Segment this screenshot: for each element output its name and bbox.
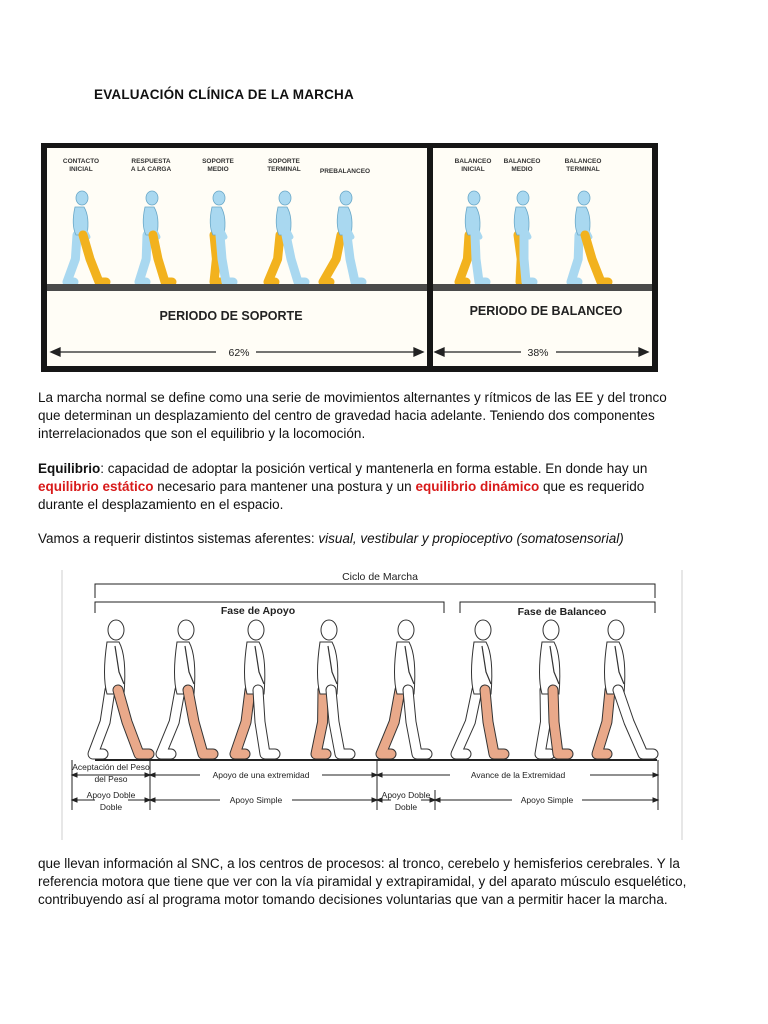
paragraph-motor: que llevan información al SNC, a los centros de procesos: al tronco, cerebelo y hemisferios cerebrales. Y la referencia motora que tiene que ver con la vía piramidal y extrapiramidal, y del aparato músculo esquelético, contribuyendo así al programa motor tomando decisiones voluntarias que van a permitir hacer la marcha. (38, 856, 687, 907)
phase-label: TERMINAL (267, 166, 301, 173)
phase-label: PREBALANCEO (319, 168, 371, 175)
gait-cycle-figure (60, 560, 685, 843)
row1-label-1-line2: del Peso (94, 774, 128, 784)
head (608, 620, 624, 640)
phase-label: A LA CARGA (130, 166, 172, 173)
head (321, 620, 337, 640)
head (108, 620, 124, 640)
phase-label: MEDIO (511, 166, 533, 173)
term-equilibrio: Equilibrio (38, 461, 101, 476)
pct-swing: 38% (527, 347, 549, 359)
row2-label-3: Apoyo Doble (381, 790, 431, 800)
equilibrium-text-2: necesario para mantener una postura y un (153, 479, 416, 494)
phase-label: RESPUESTA (131, 158, 171, 165)
gait-phases-figure (41, 143, 658, 372)
phase-label: TERMINAL (566, 166, 600, 173)
afferent-text: Vamos a requerir distintos sistemas aferentes: (38, 531, 319, 546)
pct-support: 62% (228, 347, 250, 359)
head (398, 620, 414, 640)
row1-label-3: Avance de la Extremidad (470, 770, 566, 780)
row2-label-3-line2: Doble (394, 802, 418, 812)
phase-label: MEDIO (207, 166, 229, 173)
document-title: EVALUACIÓN CLÍNICA DE LA MARCHA (94, 87, 354, 102)
paragraph-definition: La marcha normal se define como una serie de movimientos alternantes y rítmicos de las EE y del tronco que determinan un desplazamiento del centro de gravedad hacia adelante. Teniendo dos componentes interrelacionados que son el equilibrio y la locomoción. (38, 390, 667, 441)
head (146, 191, 158, 205)
cycle-label: Ciclo de Marcha (342, 571, 418, 583)
row2-label-4: Apoyo Simple (520, 795, 574, 805)
row1-label-2: Apoyo de una extremidad (212, 770, 310, 780)
swing-label: Fase de Balanceo (517, 606, 607, 618)
row1-label-1: Aceptación del Peso (72, 762, 150, 772)
afferent-systems: visual, vestibular y propioceptivo (somatosensorial) (318, 531, 624, 546)
row2-label-1-line2: Doble (99, 802, 123, 812)
term-static-equilibrium: equilibrio estático (38, 479, 154, 494)
head (475, 620, 491, 640)
paragraph-equilibrium (38, 460, 678, 514)
ground-support (47, 284, 427, 291)
head (248, 620, 264, 640)
phase-label: BALANCEO (503, 158, 541, 165)
phase-label: CONTACTO (62, 158, 100, 165)
head (76, 191, 88, 205)
ground-swing (433, 284, 652, 291)
phase-label: SOPORTE (268, 158, 300, 165)
stance-label: Fase de Apoyo (220, 605, 296, 617)
phase-label: INICIAL (69, 166, 93, 173)
equilibrium-text-1: : capacidad de adoptar la posición vertical y mantenerla en forma estable. En donde hay un (100, 461, 648, 476)
equilibrium-text-3: que es requerido durante el desplazamiento en el espacio. (38, 479, 645, 512)
period-support-label: PERIODO DE SOPORTE (159, 309, 303, 323)
head (543, 620, 559, 640)
head (213, 191, 225, 205)
head (340, 191, 352, 205)
phase-label: BALANCEO (454, 158, 492, 165)
head (517, 191, 529, 205)
period-swing-label: PERIODO DE BALANCEO (469, 304, 623, 318)
head (578, 191, 590, 205)
term-dynamic-equilibrium: equilibrio dinámico (415, 479, 540, 494)
support-panel (47, 148, 427, 366)
head (279, 191, 291, 205)
head (468, 191, 480, 205)
phase-label: SOPORTE (202, 158, 234, 165)
phase-label: INICIAL (461, 166, 485, 173)
head (178, 620, 194, 640)
phase-label: BALANCEO (564, 158, 602, 165)
row2-label-1: Apoyo Doble (86, 790, 136, 800)
paragraph-afferent (38, 530, 678, 548)
row2-label-2: Apoyo Simple (229, 795, 283, 805)
